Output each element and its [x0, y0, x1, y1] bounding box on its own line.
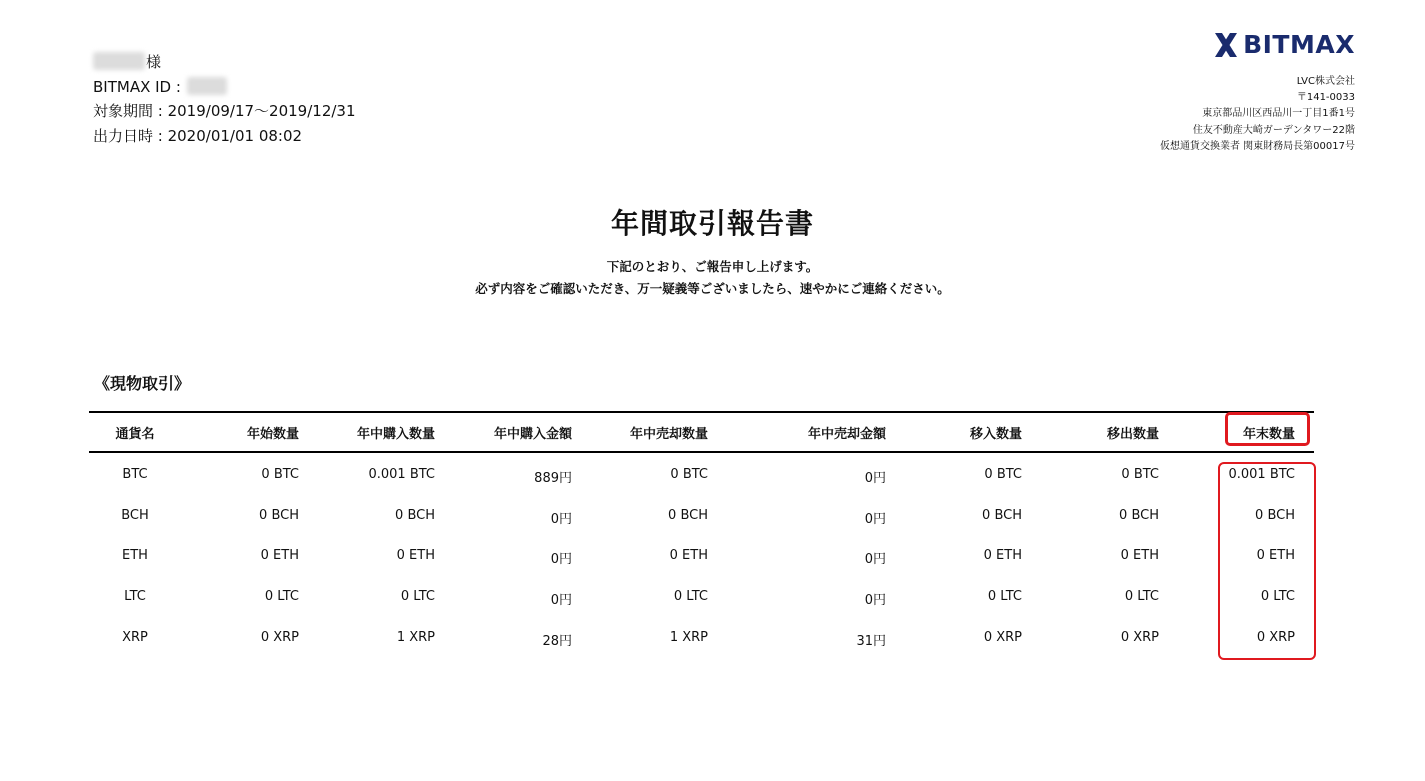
cell-opening-qty: 0 ETH [260, 548, 299, 563]
cell-purchase-qty: 0 ETH [396, 548, 435, 563]
cell-year-end-qty: 0 LTC [1260, 589, 1295, 604]
cell-currency: LTC [124, 589, 146, 604]
cell-purchase-amount: 0円 [550, 593, 572, 608]
bitmax-logo [1215, 30, 1355, 59]
cell-purchase-amount: 0円 [550, 512, 572, 527]
cell-transfer-in-qty: 0 BCH [982, 508, 1022, 523]
cell-transfer-out-qty: 0 XRP [1120, 630, 1159, 645]
cell-currency: ETH [122, 548, 148, 563]
cell-sale-qty: 0 BTC [670, 467, 708, 482]
cell-transfer-out-qty: 0 LTC [1124, 589, 1159, 604]
cell-transfer-in-qty: 0 ETH [983, 548, 1022, 563]
header-sale-qty: 年中売却数量 [629, 427, 708, 442]
cell-currency: BTC [122, 467, 148, 482]
cell-purchase-qty: 1 XRP [396, 630, 435, 645]
header-sale-amount: 年中売却金額 [807, 427, 886, 442]
header-year-end-qty: 年末数量 [1242, 427, 1295, 442]
company-postal: 〒141-0033 [1296, 92, 1355, 104]
header-transfer-in-qty: 移入数量 [969, 427, 1022, 442]
cell-sale-qty: 0 BCH [668, 508, 708, 523]
section-title: 《現物取引》 [94, 374, 191, 393]
bitmax-id-label: BITMAX ID : [93, 77, 181, 96]
header-opening-qty: 年始数量 [246, 427, 299, 442]
cell-currency: BCH [121, 508, 149, 523]
cell-purchase-amount: 28円 [542, 634, 572, 649]
cell-opening-qty: 0 XRP [260, 630, 299, 645]
report-subtitle-2: 必ず内容をご確認いただき、万一疑義等ございましたら、速やかにご連絡ください。 [475, 281, 950, 296]
company-address1: 東京都品川区西品川一丁目1番1号 [1202, 108, 1355, 120]
highlight-year-end-column [1218, 462, 1316, 660]
cell-transfer-out-qty: 0 BCH [1119, 508, 1159, 523]
company-name: LVC株式会社 [1296, 76, 1355, 87]
cell-purchase-amount: 0円 [550, 552, 572, 567]
customer-name-line [93, 50, 356, 75]
cell-opening-qty: 0 BTC [261, 467, 299, 482]
cell-sale-qty: 0 LTC [673, 589, 708, 604]
report-subtitle-1: 下記のとおり、ご報告申し上げます。 [606, 259, 819, 274]
redacted-id [187, 77, 227, 95]
highlight-year-end-header [1225, 412, 1310, 446]
header-transfer-out-qty: 移出数量 [1106, 427, 1159, 442]
bitmax-x-icon [1215, 33, 1237, 57]
company-license: 仮想通貨交換業者 関東財務局長第00017号 [1160, 140, 1355, 152]
cell-opening-qty: 0 BCH [259, 508, 299, 523]
company-info [1160, 74, 1355, 155]
cell-opening-qty: 0 LTC [264, 589, 299, 604]
customer-info [93, 50, 356, 148]
header-purchase-amount: 年中購入金額 [493, 427, 572, 442]
period-line: 対象期間 : 2019/09/17〜2019/12/31 [93, 102, 356, 120]
header-currency: 通貨名 [115, 427, 155, 442]
cell-transfer-in-qty: 0 BTC [984, 467, 1022, 482]
cell-sale-qty: 1 XRP [669, 630, 708, 645]
logo-text: BITMAX [1243, 30, 1355, 59]
cell-sale-qty: 0 ETH [669, 548, 708, 563]
cell-sale-amount: 31円 [856, 634, 886, 649]
cell-currency: XRP [122, 630, 148, 645]
cell-transfer-in-qty: 0 XRP [983, 630, 1022, 645]
report-title: 年間取引報告書 [610, 207, 814, 240]
cell-year-end-qty: 0 ETH [1256, 548, 1295, 563]
name-suffix: 様 [146, 53, 162, 71]
cell-sale-amount: 0円 [864, 512, 886, 527]
redacted-name [93, 52, 145, 70]
cell-purchase-qty: 0.001 BTC [368, 467, 435, 482]
table-header-rule [89, 451, 1314, 453]
output-datetime-line: 出力日時 : 2020/01/01 08:02 [93, 126, 303, 145]
cell-purchase-qty: 0 LTC [400, 589, 435, 604]
cell-sale-amount: 0円 [864, 552, 886, 567]
cell-year-end-qty: 0 BCH [1255, 508, 1295, 523]
cell-sale-amount: 0円 [864, 593, 886, 608]
cell-purchase-amount: 889円 [534, 471, 572, 486]
bitmax-id-line [93, 75, 356, 100]
company-address2: 住友不動産大崎ガーデンタワー22階 [1192, 124, 1355, 136]
cell-transfer-in-qty: 0 LTC [987, 589, 1022, 604]
header-purchase-qty: 年中購入数量 [356, 427, 435, 442]
table-top-rule [89, 411, 1314, 413]
cell-year-end-qty: 0.001 BTC [1228, 467, 1295, 482]
cell-purchase-qty: 0 BCH [395, 508, 435, 523]
cell-transfer-out-qty: 0 ETH [1120, 548, 1159, 563]
cell-transfer-out-qty: 0 BTC [1121, 467, 1159, 482]
cell-sale-amount: 0円 [864, 471, 886, 486]
cell-year-end-qty: 0 XRP [1256, 630, 1295, 645]
